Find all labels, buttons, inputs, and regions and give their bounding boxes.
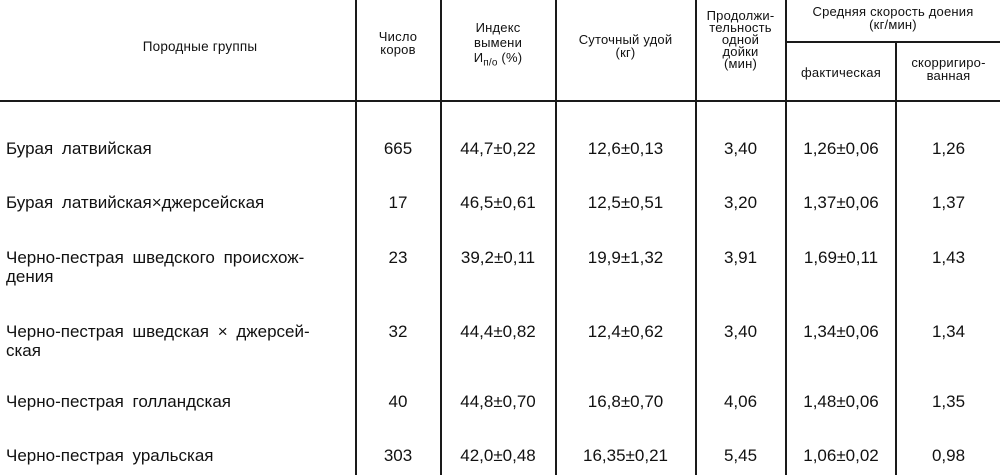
cell-yield: 19,9±1,32 — [587, 248, 664, 267]
cell-index: 42,0±0,48 — [460, 446, 536, 465]
cell-speed-corrected: 0,98 — [931, 446, 966, 465]
cell-speed-actual: 1,26±0,06 — [803, 139, 879, 158]
row-group-name: Черно-пестрая шведского происхож- дения — [6, 248, 305, 286]
cell-speed-actual: 1,34±0,06 — [803, 322, 879, 341]
header-index-line3: $И_{п/о}$ (%) — [473, 50, 523, 69]
cell-index: 44,8±0,70 — [460, 392, 536, 411]
cell-yield: 12,6±0,13 — [587, 139, 664, 158]
cell-index: 44,4±0,82 — [460, 322, 536, 341]
cell-yield: 12,4±0,62 — [587, 322, 664, 341]
cell-yield: 12,5±0,51 — [587, 193, 664, 212]
row-group-name: Бурая латвийская×джерсейская — [6, 193, 265, 212]
cell-speed-corrected: 1,37 — [931, 193, 966, 212]
cell-duration: 3,20 — [723, 193, 758, 212]
cell-duration: 3,40 — [723, 322, 758, 341]
cell-index: 44,7±0,22 — [460, 139, 536, 158]
row-group-name: Черно-пестрая уральская — [6, 446, 214, 465]
header-group: Породные группы — [142, 39, 258, 54]
header-cows: Число коров — [378, 29, 418, 57]
cell-yield: 16,35±0,21 — [583, 446, 668, 465]
speed-header-rule — [785, 41, 1000, 43]
cell-speed-actual: 1,69±0,11 — [803, 248, 879, 267]
cell-speed-actual: 1,48±0,06 — [803, 392, 879, 411]
cell-speed-corrected: 1,35 — [931, 392, 966, 411]
header-index — [442, 20, 554, 71]
cell-cows: 40 — [388, 392, 408, 411]
cell-duration: 3,91 — [723, 248, 758, 267]
header-index-line2: вымени — [473, 35, 523, 50]
header-speed: Средняя скорость доения (кг/мин) — [812, 4, 974, 32]
cell-index: 39,2±0,11 — [460, 248, 536, 267]
cell-duration: 5,45 — [723, 446, 758, 465]
cell-cows: 32 — [388, 322, 408, 341]
cell-yield: 16,8±0,70 — [587, 392, 664, 411]
cell-speed-actual: 1,37±0,06 — [803, 193, 879, 212]
header-duration: Продолжи- тельность одной дойки (мин) — [706, 8, 775, 71]
header-index-line1: Индекс — [475, 20, 521, 35]
cell-speed-corrected: 1,34 — [931, 322, 966, 341]
cell-duration: 4,06 — [723, 392, 758, 411]
cell-duration: 3,40 — [723, 139, 758, 158]
cell-index: 46,5±0,61 — [460, 193, 536, 212]
cell-cows: 665 — [383, 139, 413, 158]
header-bottom-rule — [0, 100, 1000, 102]
cell-speed-corrected: 1,43 — [931, 248, 966, 267]
header-speed-actual: фактическая — [801, 65, 881, 80]
header-yield: Суточный удой (кг) — [578, 32, 673, 60]
cell-cows: 303 — [383, 446, 413, 465]
cell-cows: 23 — [388, 248, 408, 267]
cell-cows: 17 — [388, 193, 408, 212]
row-group-name: Бурая латвийская — [6, 139, 152, 158]
row-group-name: Черно-пестрая голландская — [6, 392, 232, 411]
row-group-name: Черно-пестрая шведская × джерсей- ская — [6, 322, 310, 360]
cell-speed-actual: 1,06±0,02 — [803, 446, 879, 465]
header-speed-corrected: скорригиро- ванная — [911, 55, 986, 83]
cell-speed-corrected: 1,26 — [931, 139, 966, 158]
